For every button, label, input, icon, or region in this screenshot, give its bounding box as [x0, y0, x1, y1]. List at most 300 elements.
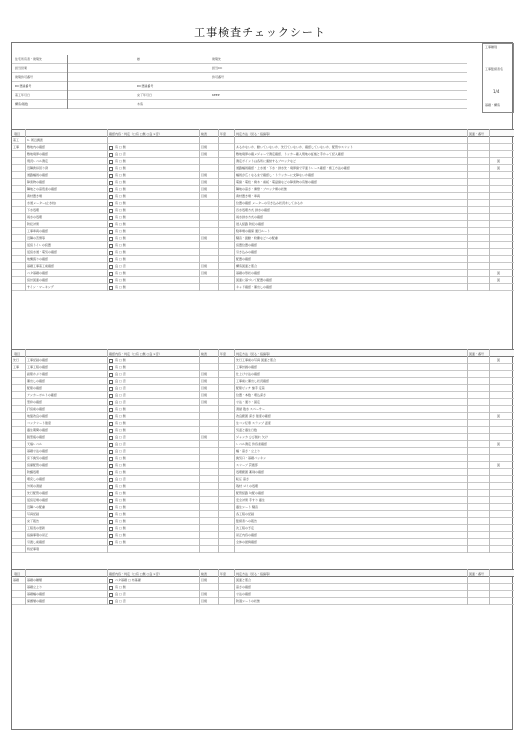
row-check: 良 □ 否: [115, 400, 126, 404]
checkbox[interactable]: [109, 237, 113, 241]
row-check: 良 □ 否: [115, 449, 126, 453]
checkbox[interactable]: [109, 202, 113, 206]
checkbox[interactable]: [109, 506, 113, 510]
row-check: 有 □ 無: [115, 278, 126, 282]
row-check: 良 □ 否: [115, 435, 126, 439]
row-item: 墨出しの確認: [27, 379, 46, 383]
column-divider: [218, 129, 219, 291]
table-row: [12, 284, 514, 291]
row-inspect: 目視: [201, 173, 208, 177]
row-check: 有 □ 無: [115, 505, 126, 509]
header-inspect: 検査: [201, 352, 208, 356]
row-check: 有 □ 無: [115, 236, 126, 240]
section-header: [12, 569, 514, 577]
checkbox[interactable]: [109, 223, 113, 227]
checkbox[interactable]: [109, 230, 113, 234]
checkbox[interactable]: [109, 401, 113, 405]
table-row: [12, 598, 514, 605]
section-header: [12, 129, 514, 137]
row-check: 有 □ 無: [115, 491, 126, 495]
side-code: 基礎・構造: [485, 103, 501, 107]
checkbox[interactable]: [109, 464, 113, 468]
section-cat: 工事: [13, 365, 20, 369]
row-inspect: 目視: [201, 264, 208, 268]
checkbox[interactable]: [109, 478, 113, 482]
row-judge: 全体の最終確認: [236, 540, 258, 544]
table-row: [12, 137, 514, 144]
row-judge: キャド確認・墨出しの確認: [236, 285, 273, 289]
row-judge: 位置・本数・埋込深さ: [236, 393, 267, 397]
table-row: [12, 591, 514, 598]
row-check: 有 □ 無: [115, 257, 126, 261]
info-value: 建築先: [212, 57, 222, 61]
row-item: 防犯対策: [27, 222, 40, 226]
row-check: 良 □ 否: [115, 477, 126, 481]
row-inspect: 目視: [201, 599, 208, 603]
row-item: 設備配管の確認: [27, 463, 49, 467]
info-label: 着工年月日: [15, 93, 31, 97]
row-item: 近隣の苦情等: [27, 236, 46, 240]
checkbox[interactable]: [109, 366, 113, 370]
row-item: 先行配管の確認: [27, 491, 49, 495]
row-item: 基礎の種類: [27, 578, 43, 582]
row-memo: 図: [497, 442, 501, 446]
row-judge: 設置位置の確認: [236, 243, 258, 247]
row-judge: 高さの確認: [236, 585, 252, 589]
checkbox[interactable]: [109, 457, 113, 461]
row-check: 有 □ 無: [115, 463, 126, 467]
row-item: 完了報告: [27, 519, 40, 523]
row-item: 防蟻処理: [27, 470, 40, 474]
table-row: [12, 144, 514, 151]
checkbox[interactable]: [109, 541, 113, 545]
row-judge: 清掃 散水 スペーサー: [236, 407, 265, 411]
row-item: 基礎立上り: [27, 585, 43, 589]
table-row: [12, 539, 514, 546]
row-check: 良 □ 否: [115, 379, 126, 383]
row-check: ベタ基礎 □ 布基礎: [115, 578, 141, 582]
table-row: [12, 385, 514, 392]
info-label: DC登録番号: [15, 84, 32, 88]
checkbox[interactable]: [109, 359, 113, 363]
header-judge: 判定方法（見る・指摘等）: [236, 132, 273, 136]
row-judge: 配管経路 勾配の確認: [236, 491, 264, 495]
checkbox[interactable]: [109, 279, 113, 283]
row-check: 有 □ 無: [115, 285, 126, 289]
info-mid: 様: [137, 57, 141, 61]
row-judge: 位置の確認 メーターの引き込み状況をしておるか: [236, 201, 303, 205]
column-divider: [234, 569, 235, 605]
row-check: 有 □ 無: [115, 526, 126, 530]
row-check: 良 □ 否: [115, 393, 126, 397]
row-judge: 改良範囲 深さ 強度の確認: [236, 414, 271, 418]
table-row: [12, 448, 514, 455]
row-item: 近隣への配慮: [27, 505, 46, 509]
checkbox[interactable]: [109, 153, 113, 157]
header-check: 確認内容・判定（□有 □無 ○良 ×否）: [109, 572, 162, 576]
checkbox[interactable]: [109, 534, 113, 538]
table-row: [12, 371, 514, 378]
row-memo: 図: [497, 278, 501, 282]
checkbox[interactable]: [109, 394, 113, 398]
table-row: [12, 584, 514, 591]
side-top: 工事種別: [485, 45, 498, 49]
header-item: 項目: [14, 352, 21, 356]
table-row: [12, 420, 514, 427]
row-check: 有 □ 無: [115, 250, 126, 254]
info-mid: 木造: [137, 102, 144, 106]
row-check: 有 □ 無: [115, 215, 126, 219]
info-mid: 完了年月日: [137, 93, 153, 97]
row-item: 基礎工事着工前確認: [27, 264, 55, 268]
table-row: [12, 455, 514, 462]
row-inspect: 目視: [201, 435, 208, 439]
info-mid: DC登録番号: [137, 84, 154, 88]
row-item: 養生期間の確認: [27, 428, 49, 432]
row-judge: 引き込みの確認: [236, 250, 258, 254]
row-item: 鉄筋かぶり確認: [27, 372, 49, 376]
row-judge: 構造図面と照合: [236, 264, 258, 268]
row-item: 天端レベル: [27, 442, 43, 446]
checkbox[interactable]: [109, 181, 113, 185]
row-judge: 電線・電柱・樹木・看板・電話線などの障害物の有無の確認: [236, 180, 318, 184]
row-check: 良 □ 否: [115, 264, 126, 268]
row-check: 有 □ 無: [115, 519, 126, 523]
row-inspect: 目視: [201, 152, 208, 156]
table-row: [12, 399, 514, 406]
row-item: 工程表の更新: [27, 526, 46, 530]
row-item: 保護層の確認: [27, 599, 46, 603]
table-row: [12, 490, 514, 497]
row-check: 有 □ 無: [115, 194, 126, 198]
check-sheet: [11, 42, 513, 730]
section-cat: 着工: [13, 138, 20, 142]
row-judge: 生コン伝票 スランプ 温度: [236, 421, 271, 425]
row-judge: 寸法の確認: [236, 592, 252, 596]
row-item: 特記事項: [27, 547, 40, 551]
table-row: [12, 378, 514, 385]
checkbox[interactable]: [109, 499, 113, 503]
column-divider: [467, 349, 468, 553]
row-check: 有 □ 無: [115, 365, 126, 369]
checkbox[interactable]: [109, 600, 113, 604]
table-row: [12, 525, 514, 532]
section-header: [12, 349, 514, 357]
header-year: 年度: [220, 352, 227, 356]
row-check: 良 □ 否: [115, 599, 126, 603]
row-memo: 図: [497, 271, 501, 275]
row-inspect: 目視: [201, 180, 208, 184]
table-row: [12, 532, 514, 539]
table-row: [12, 228, 514, 235]
table-row: [12, 214, 514, 221]
checkbox[interactable]: [109, 251, 113, 255]
column-divider: [234, 349, 235, 553]
table-row: [12, 277, 514, 284]
row-item: 埋戻しの確認: [27, 477, 46, 481]
row-judge: 駐車場の確保 通行ルート: [236, 229, 270, 233]
checkbox[interactable]: [109, 209, 113, 213]
row-judge: 図面に基づいて配置の確認: [236, 278, 273, 282]
column-divider: [107, 569, 108, 605]
row-item: 現況レベル測定: [27, 159, 49, 163]
column-divider: [25, 129, 26, 291]
column-divider: [25, 349, 26, 553]
row-item: 引渡し前確認: [27, 540, 46, 544]
row-inspect: 目視: [201, 372, 208, 376]
checkbox[interactable]: [109, 160, 113, 164]
row-item: 地盤改良の確認: [27, 414, 49, 418]
page-title: 工事検査チェックシート: [194, 26, 326, 39]
row-check: 有 □ 無: [115, 180, 126, 184]
table-row: [12, 242, 514, 249]
row-judge: 敷地境界の確メジャーで測定確認、トッカー確入現地の証拠と手かって記入確認: [236, 152, 344, 156]
row-judge: 監督者への報告: [236, 519, 258, 523]
header-year: 年度: [220, 572, 227, 576]
table-row: [12, 434, 514, 441]
checkbox[interactable]: [109, 272, 113, 276]
row-check: 有 □ 無: [115, 498, 126, 502]
checkbox[interactable]: [109, 258, 113, 262]
table-row: [12, 483, 514, 490]
row-judge: 処理範囲 薬剤の確認: [236, 470, 264, 474]
checkbox[interactable]: [109, 146, 113, 150]
checkbox[interactable]: [109, 195, 113, 199]
row-inspect: 目視: [201, 386, 208, 390]
info-row: [12, 82, 467, 91]
checkbox[interactable]: [109, 579, 113, 583]
row-inspect: 目視: [201, 379, 208, 383]
row-judge: 是正内容の確認: [236, 533, 258, 537]
column-divider: [234, 129, 235, 291]
row-judge: 幅員が広くなるまで確認し・トラッカーに支障ないか確認: [236, 173, 314, 177]
row-check: 有 □ 無: [115, 456, 126, 460]
row-check: 有 □ 無: [115, 421, 126, 425]
checkbox[interactable]: [109, 436, 113, 440]
row-judge: 各工程の記録: [236, 512, 255, 516]
side-box: [482, 43, 514, 113]
table-row: [12, 441, 514, 448]
row-judge: 道路幅員確認・上水道・下水・排水先・境界線で平面トレース確認・施工方法の確認: [236, 166, 350, 170]
checkbox[interactable]: [109, 520, 113, 524]
row-item: 水道メーター(止水栓): [27, 201, 57, 205]
row-item: 資材置き場: [27, 194, 43, 198]
checkbox[interactable]: [109, 373, 113, 377]
row-inspect: 目視: [201, 393, 208, 397]
column-divider: [107, 349, 108, 553]
info-divider: [67, 55, 68, 109]
row-check: 良 □ 否: [115, 152, 126, 156]
checkbox[interactable]: [109, 527, 113, 531]
row-judge: 寸法・通り・固定: [236, 400, 261, 404]
info-value: 許可番号: [212, 75, 225, 79]
info-row: [12, 91, 467, 100]
row-check: 有 □ 無: [115, 145, 126, 149]
row-judge: 騒音・振動・粉塵などへの配慮: [236, 236, 278, 240]
checkbox[interactable]: [109, 387, 113, 391]
row-judge: 幅・高さ・立上り: [236, 449, 261, 453]
row-item: 地縄張りの確認: [27, 257, 49, 261]
row-check: 有 □ 無: [115, 512, 126, 516]
row-memo: 図: [497, 166, 501, 170]
checkbox[interactable]: [109, 593, 113, 597]
row-memo: 図: [497, 358, 501, 362]
row-check: 有 □ 無: [115, 201, 126, 205]
table-row: [12, 179, 514, 186]
checkbox[interactable]: [109, 286, 113, 290]
table-row: [12, 357, 514, 364]
row-judge: 資材置き場・車両: [236, 194, 261, 198]
row-item: 脱型後の確認: [27, 435, 46, 439]
column-divider: [107, 129, 108, 291]
row-check: 有 □ 無: [115, 407, 126, 411]
row-item: 下水処理: [27, 208, 40, 212]
table-row: [12, 221, 514, 228]
info-row: [12, 73, 467, 82]
row-check: 有 □ 無: [115, 159, 126, 163]
row-item: アンカーボルトの確認: [27, 393, 57, 397]
table-row: [12, 256, 514, 263]
row-check: 良 □ 否: [115, 386, 126, 390]
checkbox[interactable]: [109, 415, 113, 419]
row-judge: 次工程の予定: [236, 526, 255, 530]
column-divider: [199, 129, 200, 291]
row-check: 有 □ 無: [115, 540, 126, 544]
row-check: 有 □ 無: [115, 358, 126, 362]
row-judge: 測定ポイントは各所に連結するブロックなど: [236, 159, 296, 163]
row-item: 敷地内の確認: [27, 145, 46, 149]
row-item: 基礎幅の確認: [27, 592, 46, 596]
checkbox[interactable]: [109, 485, 113, 489]
table-row: [12, 235, 514, 242]
checkbox[interactable]: [109, 188, 113, 192]
row-item: 打設前の確認: [27, 407, 46, 411]
header-item: 項目: [14, 132, 21, 136]
row-judge: レベル測定 許容差確認: [236, 442, 267, 446]
checkbox[interactable]: [109, 450, 113, 454]
header-year: 年度: [220, 132, 227, 136]
row-check: 良 □ 否: [115, 372, 126, 376]
checkbox[interactable]: [109, 422, 113, 426]
table-row: [12, 151, 514, 158]
row-item: 障害物の確認: [27, 180, 46, 184]
row-judge: 工事計画の確認: [236, 365, 258, 369]
checkbox[interactable]: [109, 408, 113, 412]
row-check: 有 □ 無: [115, 414, 126, 418]
row-check: 有 □ 無: [115, 166, 126, 170]
header-memo: 図面・番号: [469, 132, 485, 136]
column-divider: [25, 569, 26, 605]
column-divider: [467, 569, 468, 605]
checkbox[interactable]: [109, 429, 113, 433]
info-label: 建築許可番号: [15, 75, 34, 79]
row-judge: 気温と養生日数: [236, 428, 258, 432]
checkbox[interactable]: [109, 174, 113, 178]
row-item: 工事記録の確認: [27, 358, 49, 362]
table-row: [12, 469, 514, 476]
row-item: 雨水の処理: [27, 215, 43, 219]
checkbox[interactable]: [109, 167, 113, 171]
table-row: [12, 518, 514, 525]
row-judge: 基礎の形状の確認: [236, 271, 261, 275]
row-item: 指摘事項の是正: [27, 533, 49, 537]
table-row: [12, 413, 514, 420]
row-item: コンクリート強度: [27, 421, 51, 425]
checkbox[interactable]: [109, 471, 113, 475]
section-cat: 基礎: [13, 578, 20, 582]
header-inspect: 検査: [201, 572, 208, 576]
row-item: 隣地との高低差の確認: [27, 187, 58, 191]
checkbox[interactable]: [109, 380, 113, 384]
checkbox[interactable]: [109, 265, 113, 269]
checkbox[interactable]: [109, 492, 113, 496]
row-judge: スリーブ 貫通部: [236, 463, 258, 467]
row-judge: 雨水排水方式の確認: [236, 215, 264, 219]
column-divider: [218, 569, 219, 605]
row-check: 有 □ 無: [115, 187, 126, 191]
row-item: 工事車両の確認: [27, 229, 49, 233]
row-judge: 配置の確認: [236, 257, 252, 261]
row-inspect: 目視: [201, 271, 208, 275]
header-judge: 判定方法（見る・指摘等）: [236, 572, 273, 576]
table-row: [12, 207, 514, 214]
row-item: 写真記録: [27, 512, 40, 516]
row-item: 床下換気の確認: [27, 456, 49, 460]
row-judge: 換気口・基礎パッキン: [236, 456, 266, 460]
section-cat: 先行: [13, 358, 20, 362]
header-judge: 判定方法（見る・指摘等）: [236, 352, 273, 356]
row-judge: 仕上げ寸法の確認: [236, 372, 261, 376]
row-item: 基礎寸法の確認: [27, 449, 49, 453]
row-item: 道路幅員の確認: [27, 173, 49, 177]
info-row: [12, 100, 467, 109]
row-inspect: 目視: [201, 578, 208, 582]
table-row: [12, 200, 514, 207]
checkbox[interactable]: [109, 443, 113, 447]
row-check: 有 □ 無: [115, 585, 126, 589]
row-check: 有 □ 無: [115, 470, 126, 474]
column-divider: [489, 129, 490, 291]
table-row: [12, 497, 514, 504]
table-row: [12, 270, 514, 277]
table-row: [12, 427, 514, 434]
checkbox[interactable]: [109, 244, 113, 248]
row-memo: 図: [497, 159, 501, 163]
column-divider: [467, 129, 468, 291]
row-check: 有 □ 無: [115, 229, 126, 233]
checkbox[interactable]: [109, 586, 113, 590]
info-label: 構造/階数: [15, 102, 29, 106]
row-judge: 汚水処理方式 排水の確認: [236, 208, 270, 212]
table-row: [12, 392, 514, 399]
row-item: 仮設トイレの設置: [27, 243, 51, 247]
table-row: [12, 263, 514, 270]
table-row: [12, 186, 514, 193]
table-row: [12, 546, 514, 553]
info-label: 住宅所有者・建築先: [15, 57, 43, 61]
checkbox[interactable]: [109, 513, 113, 517]
table-row: [12, 476, 514, 483]
row-item: 仮設水道・電気の確認: [27, 250, 58, 254]
row-check: 有 □ 無: [115, 208, 126, 212]
info-row: [12, 64, 467, 73]
row-check: 有 □ 無: [115, 173, 126, 177]
column-divider: [199, 569, 200, 605]
checkbox[interactable]: [109, 216, 113, 220]
row-memo: 図: [497, 414, 501, 418]
row-item: 配筋の確認: [27, 386, 43, 390]
row-item: 設計図面の確認: [27, 278, 49, 282]
